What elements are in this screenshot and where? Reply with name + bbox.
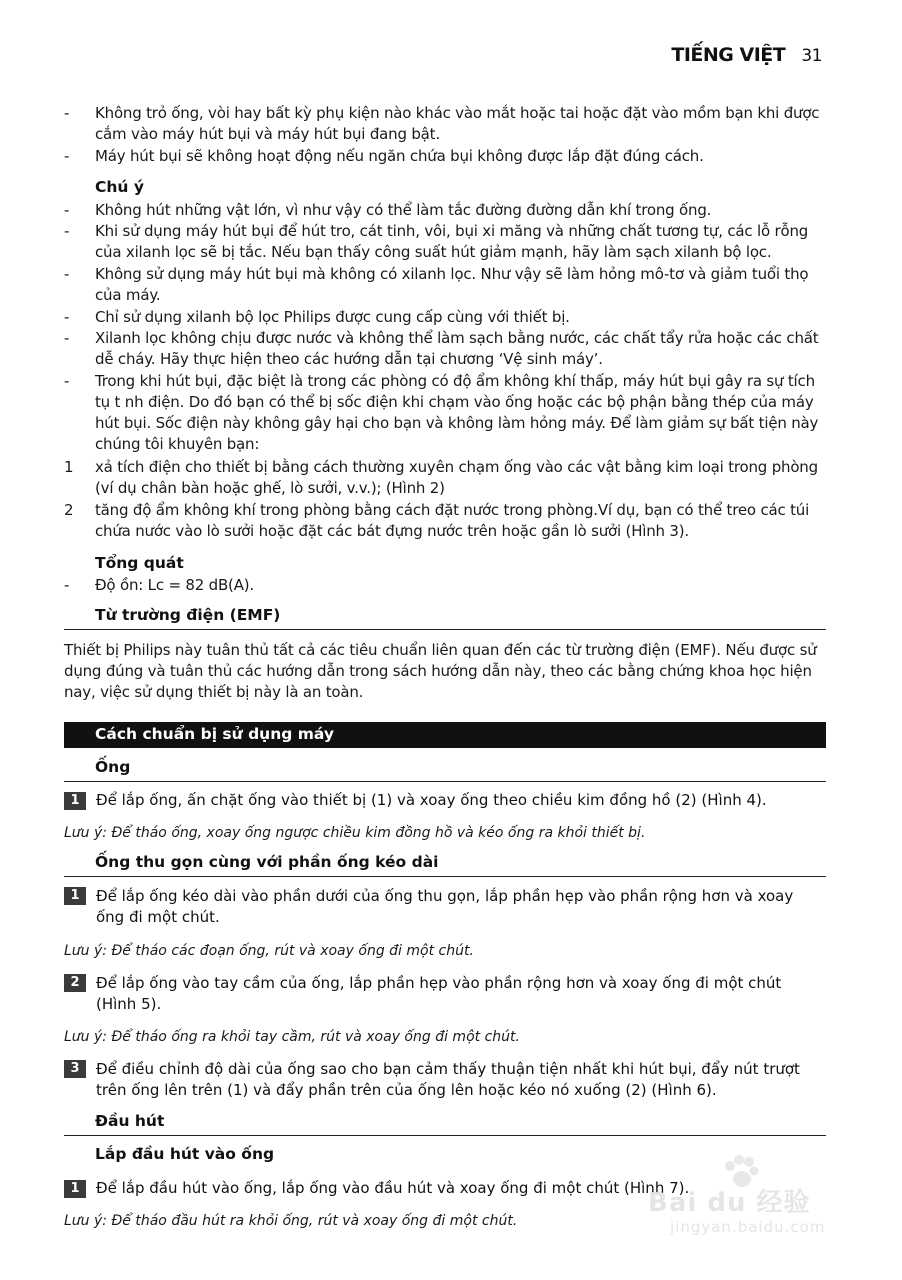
numbered-item: xả tích điện cho thiết bị bằng cách thường xuyên chạm ống vào các vật bằng kim loại trong phòng (ví dụ chân bàn hoặc ghế, lò sưởi, v.v.); (Hình 2) [95,458,818,497]
section-rule [64,876,826,877]
numbered-index: 1 [64,458,74,476]
step-number: 1 [64,1180,86,1198]
bullet: - [64,329,70,347]
caution-item: Trong khi hút bụi, đặc biệt là trong các phòng có độ ẩm không khí thấp, máy hút bụi gây ra sự tích tụ t nh điện. Do đó bạn có thể bị sốc điện khi chạm vào ống hoặc các bộ phận bằng thép của máy hút bụi. Sốc điện này không gây hại cho bạn và không làm hỏng máy. Để làm giảm sự bất tiện này chúng tôi khuyên bạn: [95,372,819,453]
section-rule [64,629,826,630]
bullet: - [64,308,70,326]
tube-note-2 [64,1027,824,1047]
watermark-url: jingyan.baidu.com [670,1218,826,1236]
bullet: - [64,201,70,219]
numbered-item: tăng độ ẩm không khí trong phòng bằng cách đặt nước trong phòng.Ví dụ, bạn có thể treo các túi chứa nước vào lò sưởi hoặc đặt các bát đựng nước trên hoặc gần lò sưởi (Hình 3). [95,501,810,540]
bullet: - [64,147,70,165]
tube-note-1 [64,941,824,961]
tube-step-1: Để lắp ống kéo dài vào phần dưới của ống thu gọn, lắp phần hẹp vào phần rộng hơn và xoay ống đi một chút. [96,887,794,926]
step-number: 3 [64,1060,86,1078]
watermark-brand: Bai du 经验 [648,1188,811,1218]
note-text: Để tháo ống ra khỏi tay cầm, rút và xoay ống đi một chút. [111,1029,520,1045]
caution-title: Chú ý [95,178,144,196]
section-bar-prepare [64,722,826,748]
note-text: Để tháo đầu hút ra khỏi ống, rút và xoay ống đi một chút. [111,1213,518,1229]
hose-step-1: Để lắp ống, ấn chặt ống vào thiết bị (1) và xoay ống theo chiều kim đồng hồ (2) (Hình 4). [96,791,767,809]
note-label: Lưu ý: [64,1213,107,1229]
step-number: 1 [64,887,86,905]
caution-item: Không sử dụng máy hút bụi mà không có xilanh lọc. Như vậy sẽ làm hỏng mô-tơ và giảm tuổi thọ của máy. [95,265,809,304]
caution-item: Không hút những vật lớn, vì như vậy có thể làm tắc đường đường dẫn khí trong ống. [95,201,712,219]
step-number: 1 [64,792,86,810]
hose-note [64,823,824,843]
watermark [648,1152,848,1242]
tube-title: Ống thu gọn cùng với phần ống kéo dài [95,853,439,871]
numbered-index: 2 [64,501,74,519]
nozzle-subtitle: Lắp đầu hút vào ống [95,1145,275,1163]
general-title: Tổng quát [95,554,184,572]
page-header [671,44,822,66]
note-label: Lưu ý: [64,943,107,959]
note-label: Lưu ý: [64,1029,107,1045]
emf-title: Từ trường điện (EMF) [95,606,281,624]
caution-item: Khi sử dụng máy hút bụi để hút tro, cát tinh, vôi, bụi xi măng và những chất tương tự, các lỗ rỗng của xilanh lọc sẽ bị tắc. Nếu bạn thấy công suất hút giảm mạnh, hãy làm sạch xilanh bộ lọc. [95,222,809,261]
note-label: Lưu ý: [64,825,107,841]
note-text: Để tháo ống, xoay ống ngược chiều kim đồng hồ và kéo ống ra khỏi thiết bị. [111,825,646,841]
hose-title: Ống [95,758,131,776]
warning-item: Máy hút bụi sẽ không hoạt động nếu ngăn chứa bụi không được lắp đặt đúng cách. [95,147,704,165]
section-rule [64,1135,826,1136]
bullet: - [64,576,70,594]
bullet: - [64,104,70,122]
nozzle-title: Đầu hút [95,1112,165,1130]
bullet: - [64,265,70,283]
note-text: Để tháo các đoạn ống, rút và xoay ống đi một chút. [111,943,474,959]
tube-step-3: Để điều chỉnh độ dài của ống sao cho bạn cảm thấy thuận tiện nhất khi hút bụi, đẩy nút trượt trên ống lên trên (1) và đẩy phần trên của ống lên hoặc kéo nó xuống (2) (Hình 6). [96,1060,800,1099]
bullet: - [64,372,70,390]
general-item: Độ ồn: Lc = 82 dB(A). [95,576,254,594]
page-number: 31 [801,46,822,66]
header-title: TIẾNG VIỆT [671,44,786,66]
step-number: 2 [64,974,86,992]
warning-item: Không trỏ ống, vòi hay bất kỳ phụ kiện nào khác vào mắt hoặc tai hoặc đặt vào mồm bạn khi được cắm vào máy hút bụi và máy hút bụi đang bật. [95,104,820,143]
nozzle-step-1: Để lắp đầu hút vào ống, lắp ống vào đầu hút và xoay ống đi một chút (Hình 7). [96,1179,690,1197]
prepare-title: Cách chuẩn bị sử dụng máy [95,725,334,743]
section-rule [64,781,826,782]
caution-item: Xilanh lọc không chịu được nước và không thể làm sạch bằng nước, các chất tẩy rửa hoặc các chất dễ cháy. Hãy thực hiện theo các hướng dẫn tại chương ‘Vệ sinh máy’. [95,329,819,368]
bullet: - [64,222,70,240]
emf-text: Thiết bị Philips này tuân thủ tất cả các tiêu chuẩn liên quan đến các từ trường điện (EMF). Nếu được sử dụng đúng và tuân thủ các hướng dẫn trong sách hướng dẫn này, theo các bằng chứng khoa học hiện nay, việc sử dụng thiết bị này là an toàn. [64,641,817,701]
caution-item: Chỉ sử dụng xilanh bộ lọc Philips được cung cấp cùng với thiết bị. [95,308,570,326]
tube-step-2: Để lắp ống vào tay cầm của ống, lắp phần hẹp vào phần rộng hơn và xoay ống đi một chút (Hình 5). [96,974,782,1013]
